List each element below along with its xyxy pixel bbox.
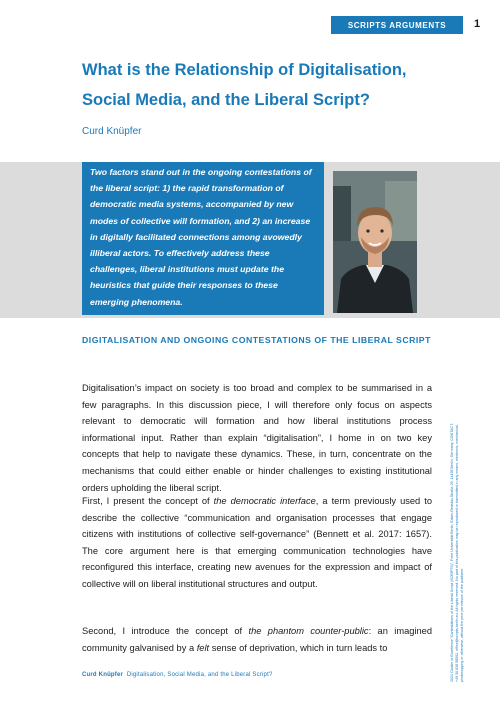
running-footer xyxy=(82,672,273,678)
term-phantom-counter-public: the phantom counter-public xyxy=(248,626,369,636)
copyright-text: 2021 Cluster of Excellence “Contestations of the Liberal Script (SCRIPTS)”, Freie Universität Berlin, Edwin-Redslob-Straße 29, 14195 Berlin, Germany. CONTACT: +49 30 838 58502, office@scripts-berlin.eu. All rights reserved. No part of this publication may be reproduced or transmitted in any means, electronic, mechanical, photocopying or otherwise, without the prior permission of the publisher. xyxy=(450,423,464,682)
author-name: Curd Knüpfer xyxy=(82,126,142,137)
section-heading: DIGITALISATION AND ONGOING CONTESTATIONS OF THE LIBERAL SCRIPT xyxy=(82,335,431,345)
body-paragraph-1: Digitalisation’s impact on society is too broad and complex to be summarised in a few paragraphs. In this discussion piece, I will therefore only focus on aspects relevant to democratic will formation and how liberal institutions process informational input. Rather than explain “digitalisation”, I home in on two key concepts that help to navigate these dynamics. These, in turn, concentrate on the mechanisms that could either enable or hinder challenges to existing institutional orders upholding the liberal script. xyxy=(82,383,432,493)
footer-author: Curd Knüpfer xyxy=(82,672,124,678)
term-democratic-interface: the democratic interface xyxy=(213,496,316,506)
author-portrait xyxy=(333,171,417,313)
copyright-sidenote xyxy=(450,420,480,682)
body-paragraph-3: Second, I introduce the concept of the phantom counter-public: an imagined community galvanised by a felt sense of deprivation, which in turn leads to xyxy=(82,626,433,653)
abstract-box: Two factors stand out in the ongoing contestations of the liberal script: 1) the rapid transformation of democratic media systems, accompanied by new modes of collective will formation, and 2) an increase in digitally facilitated connections among avowedly illiberal actors. To effectively address these challenges, liberal institutions must update the heuristics that guide their responses to these emerging phenomena. xyxy=(82,162,324,315)
series-label: SCRIPTS ARGUMENTS xyxy=(331,16,463,34)
page-title: What is the Relationship of Digitalisation, Social Media, and the Liberal Script? xyxy=(82,61,407,109)
body-paragraph-2: First, I present the concept of the democratic interface, a term previously used to describe the collective “communication and organisation processes that engage citizens with institutions of collective self-governance” (Bennett et al. 2017: 1657). The core argument here is that emerging communication technologies have reconfigured this interface, creating new avenues for the expression and impact of collective will on liberal institutional structures and output. xyxy=(82,496,433,589)
term-felt: felt xyxy=(196,642,210,653)
footer-title: Digitalisation, Social Media, and the Liberal Script? xyxy=(126,672,273,678)
page-number: 1 xyxy=(474,18,481,30)
